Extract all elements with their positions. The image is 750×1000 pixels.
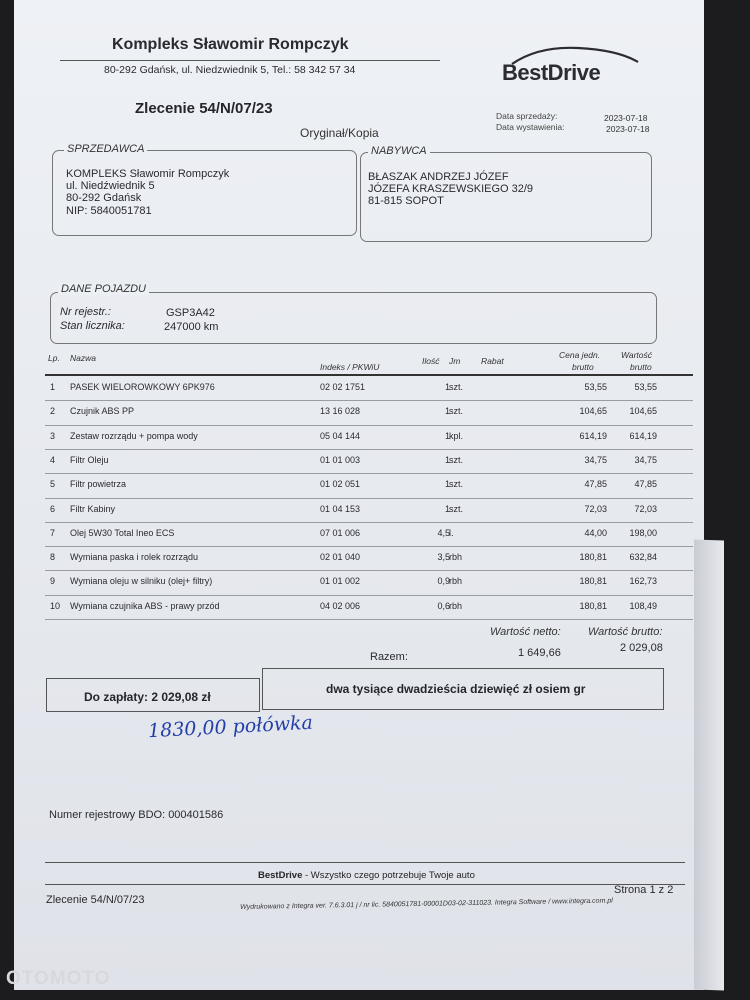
- reg-label: Nr rejestr.:: [60, 306, 111, 318]
- col-value-1: Wartość: [621, 350, 653, 360]
- table-row-rule: [45, 619, 693, 620]
- cell-index: 07 01 006: [320, 527, 361, 538]
- cell-lp: 2: [50, 406, 56, 417]
- cell-qty: 1: [444, 454, 450, 465]
- table-row-rule: [45, 498, 693, 499]
- cell-index: 01 04 153: [320, 503, 361, 514]
- buyer-line-1: BŁASZAK ANDRZEJ JÓZEF: [368, 171, 509, 183]
- cell-lp: 3: [50, 430, 56, 441]
- cell-lp: 9: [50, 576, 56, 587]
- cell-lp: 1: [50, 382, 56, 392]
- col-price-2: brutto: [572, 362, 594, 372]
- document-title: Zlecenie 54/N/07/23: [135, 100, 273, 117]
- table-header-rule: [45, 374, 693, 376]
- seller-nip: NIP: 5840051781: [66, 205, 152, 217]
- col-value-2: brutto: [630, 362, 652, 372]
- cell-name: Wymiana czujnika ABS - prawy przód: [70, 600, 220, 611]
- cell-name: Zestaw rozrządu + pompa wody: [70, 430, 198, 441]
- cell-value: 47,85: [634, 479, 657, 490]
- cell-unit: rbh: [449, 576, 463, 587]
- cell-index: 01 02 051: [320, 479, 361, 490]
- cell-value: 104,65: [629, 406, 657, 417]
- cell-qty: 1: [444, 406, 450, 417]
- cell-unit: szt.: [449, 454, 464, 465]
- cell-price: 34,75: [584, 454, 607, 465]
- cell-unit: rbh: [449, 552, 463, 563]
- col-qty: Ilość: [422, 356, 440, 366]
- table-row-rule: [45, 522, 693, 523]
- amount-in-words: dwa tysiące dwadzieścia dziewięć zł osiem gr: [326, 682, 586, 696]
- cell-lp: 5: [50, 479, 56, 490]
- cell-unit: szt.: [449, 406, 464, 417]
- buyer-label: NABYWCA: [368, 145, 430, 157]
- cell-qty: 4,5: [437, 527, 450, 538]
- net-label: Wartość netto:: [490, 626, 561, 638]
- table-row-rule: [45, 595, 693, 596]
- footer-rule-top: [45, 862, 685, 863]
- cell-name: Olej 5W30 Total Ineo ECS: [70, 527, 175, 538]
- logo-wordmark: BestDrive: [502, 60, 601, 85]
- cell-name: Wymiana paska i rolek rozrządu: [70, 552, 198, 563]
- cell-value: 53,55: [634, 382, 657, 392]
- cell-price: 44,00: [584, 527, 607, 538]
- cell-lp: 8: [50, 552, 56, 563]
- cell-index: 02 02 1751: [320, 382, 366, 392]
- cell-lp: 6: [50, 503, 56, 514]
- cell-lp: 10: [50, 600, 61, 611]
- cell-unit: l.: [449, 527, 454, 538]
- col-discount: Rabat: [481, 356, 504, 366]
- cell-price: 614,19: [579, 430, 607, 441]
- cell-price: 53,55: [584, 382, 607, 392]
- cell-unit: szt.: [449, 382, 464, 392]
- cell-value: 198,00: [629, 527, 657, 538]
- issue-date: 2023-07-18: [606, 124, 650, 134]
- cell-name: Filtr powietrza: [70, 479, 127, 490]
- sale-date-label: Data sprzedaży:: [496, 111, 558, 121]
- cell-price: 180,81: [579, 576, 607, 587]
- footer-doc-ref: Zlecenie 54/N/07/23: [46, 894, 145, 906]
- gross-label: Wartość brutto:: [588, 626, 663, 638]
- cell-value: 34,75: [634, 454, 657, 465]
- issue-date-label: Data wystawienia:: [496, 122, 565, 132]
- buyer-line-2: JÓZEFA KRASZEWSKIEGO 32/9: [368, 183, 534, 195]
- cell-lp: 4: [50, 454, 56, 465]
- cell-name: Wymiana oleju w silniku (olej+ filtry): [70, 576, 213, 587]
- cell-index: 01 01 002: [320, 576, 361, 587]
- col-lp: Lp.: [48, 353, 60, 363]
- page-number: Strona 1 z 2: [614, 884, 674, 896]
- col-unit: Jm: [449, 356, 461, 366]
- header-rule: [60, 60, 440, 61]
- net-total: 1 649,66: [518, 647, 561, 659]
- cell-name: Czujnik ABS PP: [70, 406, 135, 417]
- otomoto-watermark: OTOMOTO: [6, 968, 111, 989]
- table-row-rule: [45, 425, 693, 426]
- printed-by: Wydrukowano z Integra ver. 7.6.3.01 j / nr lic. 5840051781-00001D03-02-311023. Integra Software / www.integra.com.pl: [240, 897, 613, 911]
- paper-edge-shadow: [694, 539, 724, 990]
- to-pay-amount: Do zapłaty: 2 029,08 zł: [84, 690, 211, 704]
- cell-price: 72,03: [584, 503, 607, 514]
- cell-index: 02 01 040: [320, 552, 361, 563]
- col-price-1: Cena jedn.: [559, 350, 601, 360]
- cell-price: 104,65: [579, 406, 607, 417]
- table-row-rule: [45, 473, 693, 474]
- cell-name: Filtr Oleju: [70, 454, 109, 465]
- cell-name: Filtr Kabiny: [70, 503, 116, 514]
- table-row-rule: [45, 570, 693, 571]
- handwritten-note: 1830,00 połówka: [147, 711, 314, 743]
- cell-price: 180,81: [579, 600, 607, 611]
- cell-index: 01 01 003: [320, 454, 361, 465]
- cell-price: 47,85: [584, 479, 607, 490]
- col-index: Indeks / PKWiU: [320, 362, 380, 372]
- cell-qty: 1: [444, 382, 450, 392]
- cell-value: 162,73: [629, 576, 657, 587]
- table-row-rule: [45, 449, 693, 450]
- vehicle-box: [50, 292, 657, 344]
- cell-qty: 1: [444, 503, 450, 514]
- footer-rule-bottom: [45, 884, 685, 885]
- cell-unit: rbh: [449, 600, 463, 611]
- seller-line-2: ul. Niedźwiednik 5: [66, 180, 155, 192]
- table-row-rule: [45, 546, 693, 547]
- cell-lp: 7: [50, 527, 56, 538]
- meter-value: 247000 km: [164, 321, 219, 333]
- col-name: Nazwa: [70, 353, 96, 363]
- bdo-number: Numer rejestrowy BDO: 000401586: [49, 809, 224, 821]
- meter-label: Stan licznika:: [60, 320, 125, 332]
- cell-qty: 1: [444, 430, 450, 441]
- gross-total: 2 029,08: [620, 642, 663, 654]
- cell-index: 05 04 144: [320, 430, 361, 441]
- cell-value: 632,84: [629, 552, 657, 563]
- cell-qty: 1: [444, 479, 450, 490]
- cell-index: 13 16 028: [320, 406, 361, 417]
- table-row-rule: [45, 400, 693, 401]
- original-copy-label: Oryginał/Kopia: [300, 126, 379, 140]
- sum-label: Razem:: [370, 651, 408, 663]
- bestdrive-logo: [500, 44, 650, 92]
- company-name: Kompleks Sławomir Rompczyk: [112, 36, 349, 53]
- seller-line-1: KOMPLEKS Sławomir Rompczyk: [66, 168, 230, 180]
- cell-index: 04 02 006: [320, 600, 361, 611]
- footer-slogan: [258, 870, 475, 881]
- footer-slogan-brand: BestDrive: [258, 870, 303, 881]
- cell-qty: 3,5: [437, 552, 450, 563]
- buyer-line-3: 81-815 SOPOT: [368, 195, 444, 207]
- sale-date: 2023-07-18: [604, 113, 648, 123]
- vehicle-label: DANE POJAZDU: [58, 283, 149, 295]
- company-address: 80-292 Gdańsk, ul. Niedzwiednik 5, Tel.: 58 342 57 34: [104, 64, 356, 76]
- reg-value: GSP3A42: [166, 307, 215, 319]
- cell-price: 180,81: [579, 552, 607, 563]
- cell-unit: kpl.: [449, 430, 464, 441]
- seller-line-3: 80-292 Gdańsk: [66, 192, 142, 204]
- cell-qty: 0,6: [437, 600, 450, 611]
- cell-value: 614,19: [629, 430, 657, 441]
- cell-qty: 0,9: [437, 576, 450, 587]
- cell-value: 108,49: [629, 600, 657, 611]
- cell-name: PASEK WIELOROWKOWY 6PK976: [70, 382, 215, 392]
- cell-unit: szt.: [449, 479, 464, 490]
- seller-label: SPRZEDAWCA: [64, 143, 147, 155]
- cell-value: 72,03: [634, 503, 657, 514]
- footer-slogan-text: - Wszystko czego potrzebuje Twoje auto: [302, 870, 475, 881]
- cell-unit: szt.: [449, 503, 464, 514]
